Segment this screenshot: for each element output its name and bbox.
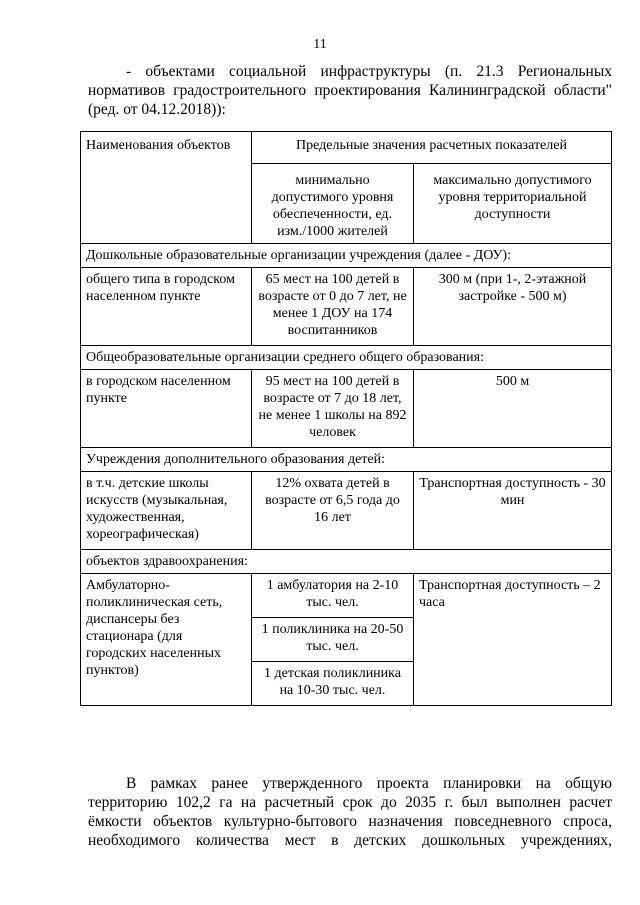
page-number: 11 [313,37,327,52]
outro-line-1: В рамках ранее утвержденного проекта планировки на общую [126,775,612,792]
section-row [81,448,612,472]
outro-line-4: необходимого количества мест в детских дошкольных учреждениях, [88,832,612,849]
max-value: Транспортная доступность - 30 мин [414,472,612,550]
table-row [81,472,612,550]
object-name: в городском населенном пункте [81,370,252,448]
intro-line-2: нормативов градостроительного проектирования Калининградской области" [88,82,612,99]
object-name: общего типа в городском населенном пункте [81,268,252,346]
min-value: 95 мест на 100 детей в возрасте от 7 до 18 лет, не менее 1 школы на 892 человек [252,370,414,448]
intro-line-3: (ред. от 04.12.2018)): [88,101,226,118]
max-value: 500 м [414,370,612,448]
outro-line-3: ёмкости объектов культурно-бытового назначения повседневного спроса, [88,813,612,830]
intro-line-1: - объектами социальной инфраструктуры (п. 21.3 Региональных [126,63,612,80]
section-row [81,346,612,370]
section-row [81,244,612,268]
table-header-row [81,132,612,164]
standards-table [80,131,612,706]
min-value: 65 мест на 100 детей в возрасте от 0 до 7 лет, не менее 1 ДОУ на 174 воспитанников [252,268,414,346]
table-row [81,370,612,448]
max-value: 300 м (при 1-, 2-этажной застройке - 500 м) [414,268,612,346]
table-row [81,574,612,618]
outro-paragraph [88,774,612,850]
header-object-names: Наименования объектов [81,132,252,244]
intro-paragraph [88,62,612,119]
min-value: 12% охвата детей в возрасте от 6,5 года до 16 лет [252,472,414,550]
header-limit-values: Предельные значения расчетных показателей [252,132,612,164]
section-title-additional-education: Учреждения дополнительного образования детей: [81,448,612,472]
outro-line-2: территорию 102,2 га на расчетный срок до 2035 г. был выполнен расчет [88,794,612,811]
min-value: 1 амбулатория на 2-10 тыс. чел. [252,574,414,618]
object-name: в т.ч. детские школы искусств (музыкальная, художественная, хореографическая) [81,472,252,550]
header-max-level: максимально допустимого уровня территориальной доступности [414,164,612,244]
table-row [81,268,612,346]
section-title-healthcare: объектов здравоохранения: [81,550,612,574]
section-row [81,550,612,574]
min-value: 1 детская поликлиника на 10-30 тыс. чел. [252,662,414,706]
header-min-level: минимально допустимого уровня обеспеченности, ед. изм./1000 жителей [252,164,414,244]
max-value: Транспортная доступность – 2 часа [414,574,612,706]
object-name: Амбулаторно-поликлиническая сеть, диспансеры без стационара (для городских населенных пунктов) [81,574,252,706]
min-value: 1 поликлиника на 20-50 тыс. чел. [252,618,414,662]
section-title-schools: Общеобразовательные организации среднего общего образования: [81,346,612,370]
section-title-preschool: Дошкольные образовательные организации учреждения (далее - ДОУ): [81,244,612,268]
